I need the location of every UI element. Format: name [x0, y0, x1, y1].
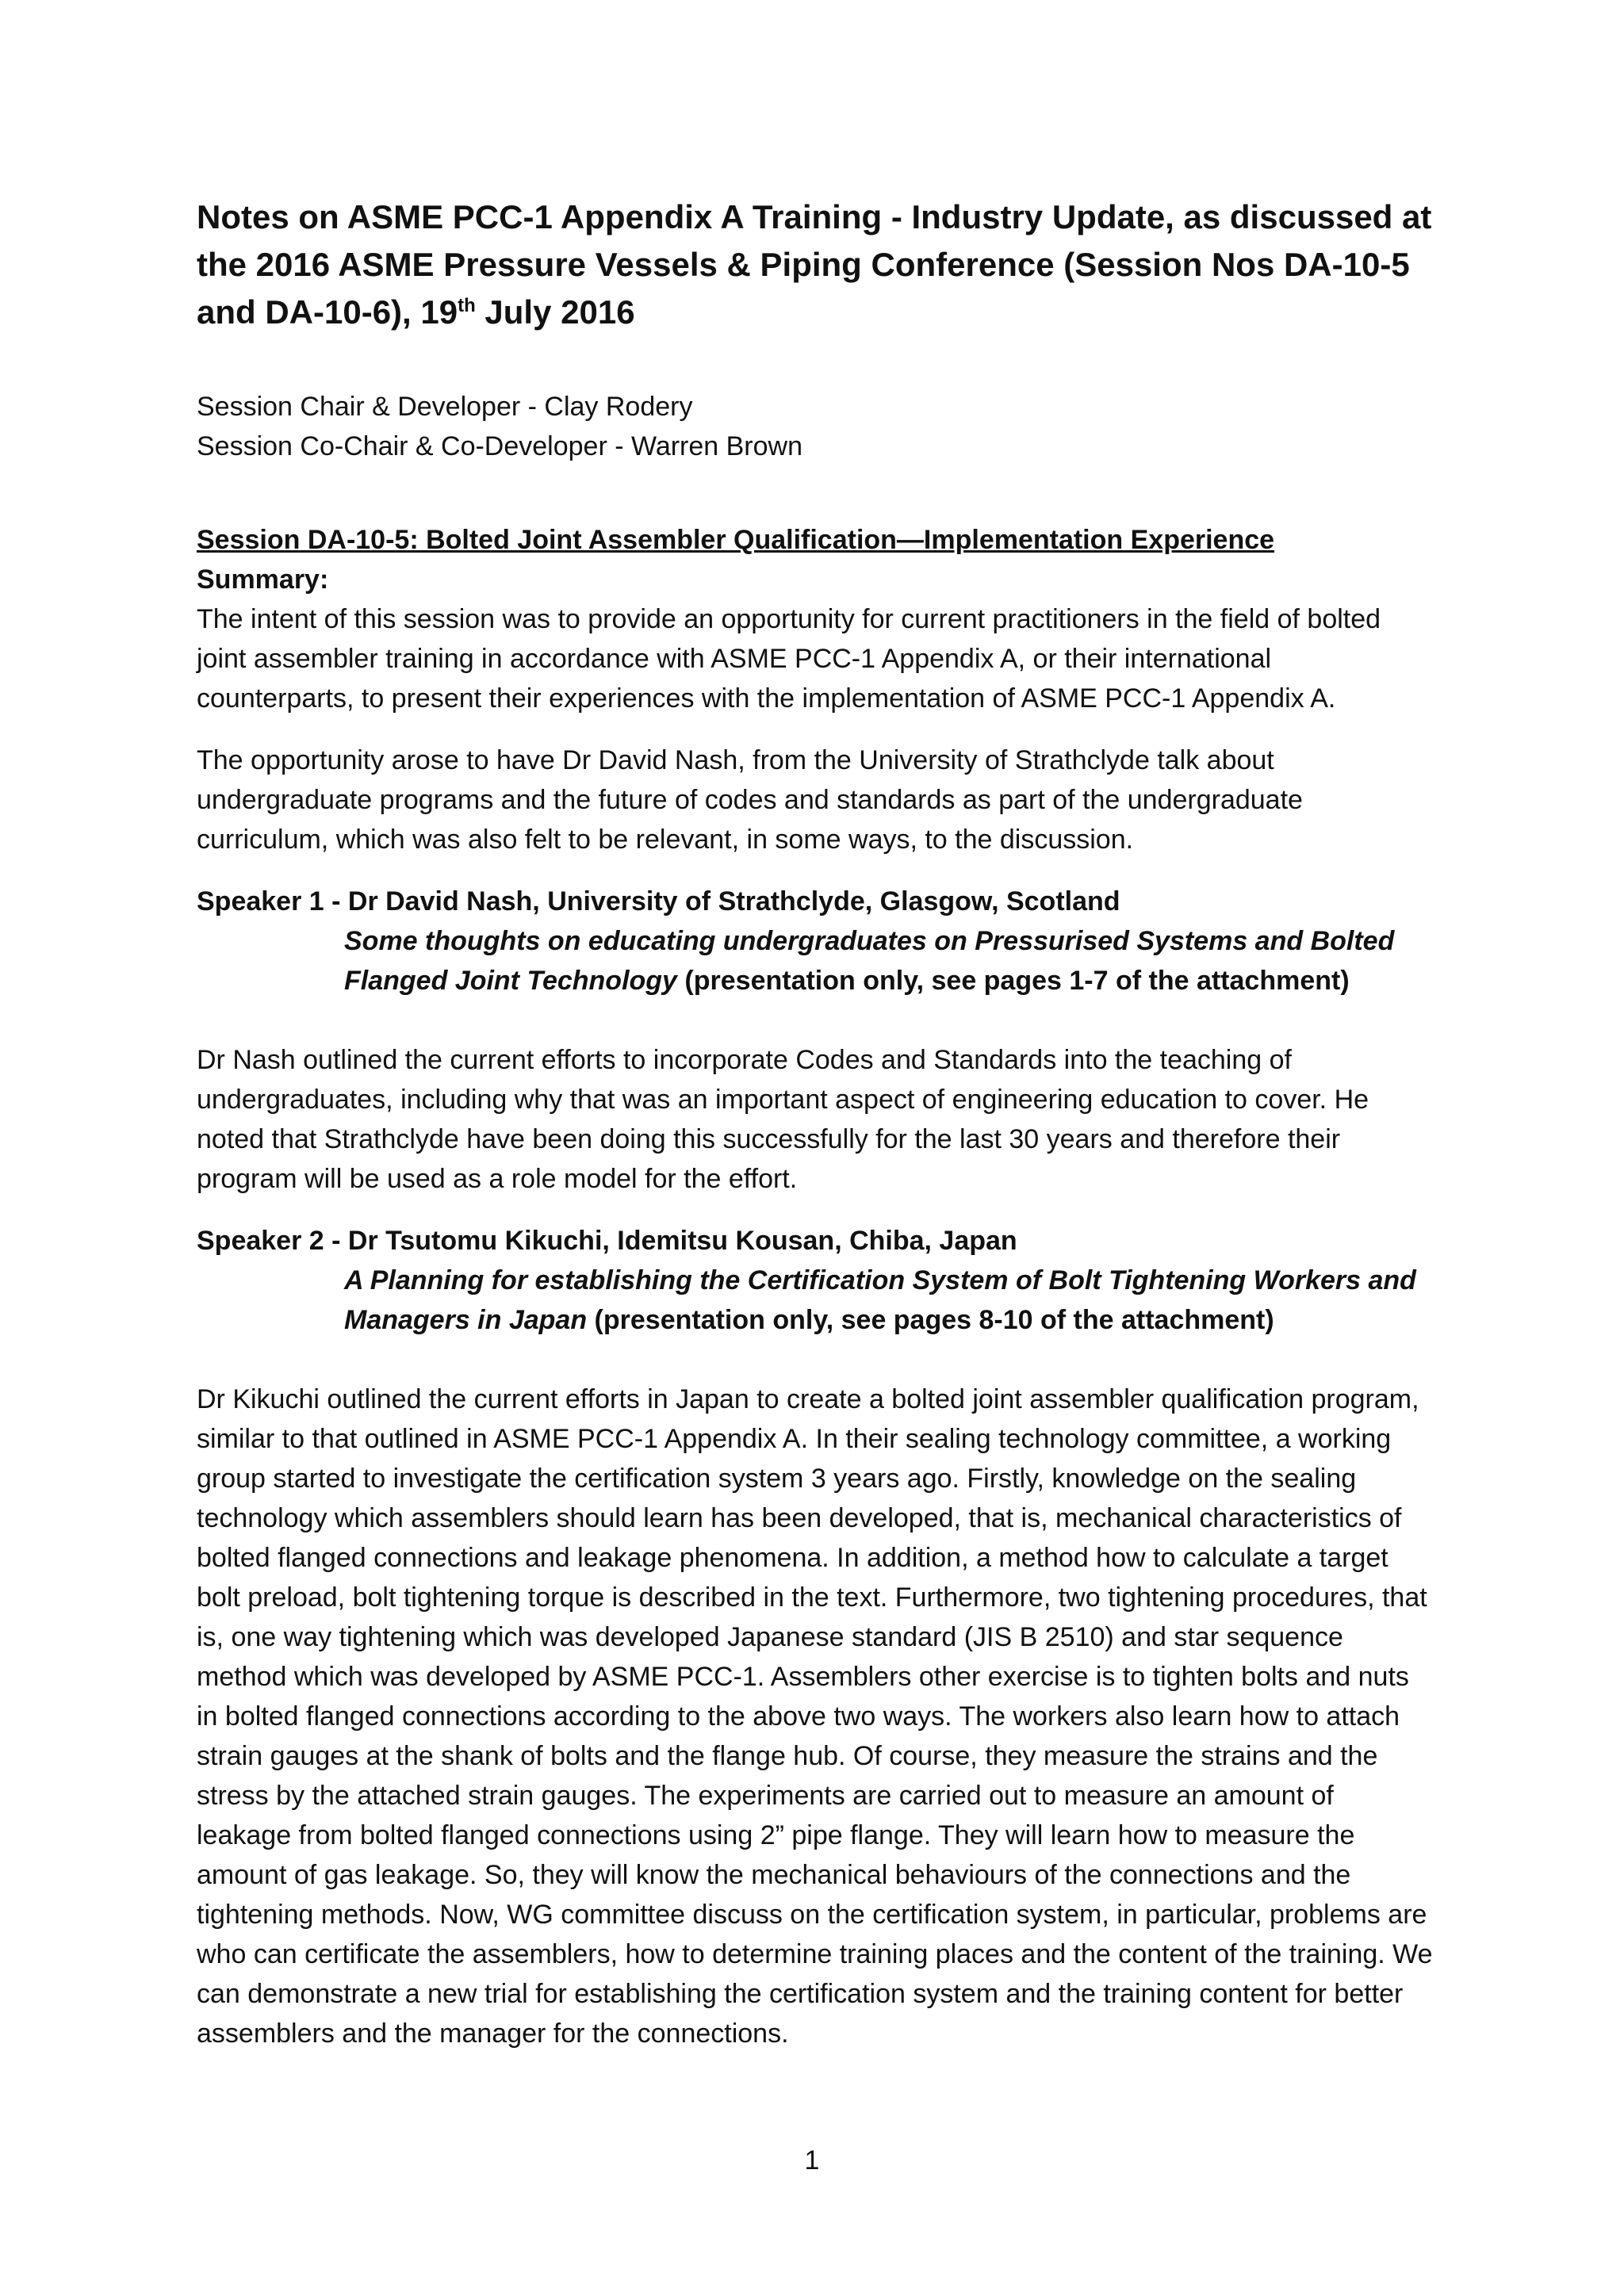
speaker-1-talk-title: Some thoughts on educating undergraduates on Pressurised Systems and Bolted Flanged Joint Technology	[344, 926, 1395, 996]
speaker-1-talk	[197, 921, 1434, 1001]
session-co-chair: Session Co-Chair & Co-Developer - Warren Brown	[197, 431, 803, 461]
speaker-1-label: Speaker 1 -	[197, 886, 348, 916]
speaker-2-label: Speaker 2 -	[197, 1226, 348, 1256]
session-chair: Session Chair & Developer - Clay Rodery	[197, 392, 693, 422]
document-page	[197, 193, 1434, 2053]
speaker-1-name: Dr David Nash, University of Strathclyde, Glasgow, Scotland	[347, 886, 1120, 916]
session-heading: Session DA-10-5: Bolted Joint Assembler Qualification—Implementation Experience	[197, 525, 1275, 555]
speaker-2-talk	[197, 1261, 1434, 1340]
document-title	[197, 193, 1434, 336]
title-superscript: th	[458, 295, 476, 316]
speaker-1	[197, 882, 1434, 1001]
speaker-1-note: (presentation only, see pages 1-7 of the attachment)	[676, 966, 1350, 996]
summary-label: Summary:	[197, 564, 329, 595]
session-chairs	[197, 387, 1434, 466]
summary-paragraph-2: The opportunity arose to have Dr David Nash, from the University of Strathclyde talk about undergraduate programs and the future of codes and standards as part of the undergraduate curriculum, which was also felt to be relevant, in some ways, to the discussion.	[197, 745, 1303, 855]
summary-paragraph-1: The intent of this session was to provide an opportunity for current practitioners in the field of bolted joint assembler training in accordance with ASME PCC-1 Appendix A, or their international counterparts, to present their experiences with the implementation of ASME PCC-1 Appendix A.	[197, 604, 1381, 714]
speaker-2-name: Dr Tsutomu Kikuchi, Idemitsu Kousan, Chiba, Japan	[347, 1226, 1017, 1256]
title-text-end: July 2016	[475, 293, 635, 331]
page-number: 1	[804, 2145, 820, 2175]
title-text: Notes on ASME PCC-1 Appendix A Training - Industry Update, as discussed at the 2016 ASME Pressure Vessels & Piping Conference (Session Nos DA-10-5 and DA-10-6), 19	[197, 198, 1432, 331]
speaker-2-body: Dr Kikuchi outlined the current efforts in Japan to create a bolted joint assembler qualification program, similar to that outlined in ASME PCC-1 Appendix A. In their sealing technology committee, a working group started to investigate the certification system 3 years ago. Firstly, knowledge on the sealing technology which assemblers should learn has been developed, that is, mechanical characteristics of bolted flanged connections and leakage phenomena. In addition, a method how to calculate a target bolt preload, bolt tightening torque is described in the text. Furthermore, two tightening procedures, that is, one way tightening which was developed Japanese standard (JIS B 2510) and star sequence method which was developed by ASME PCC-1. Assemblers other exercise is to tighten bolts and nuts in bolted flanged connections according to the above two ways. The workers also learn how to attach strain gauges at the shank of bolts and the flange hub. Of course, they measure the strains and the stress by the attached strain gauges. The experiments are carried out to measure an amount of leakage from bolted flanged connections using 2” pipe flange. They will learn how to measure the amount of gas leakage. So, they will know the mechanical behaviours of the connections and the tightening methods. Now, WG committee discuss on the certification system, in particular, problems are who can certificate the assemblers, how to determine training places and the content of the training. We can demonstrate a new trial for establishing the certification system and the training content for better assemblers and the manager for the connections.	[197, 1384, 1433, 2049]
speaker-2	[197, 1221, 1434, 1340]
speaker-1-body: Dr Nash outlined the current efforts to incorporate Codes and Standards into the teaching of undergraduates, including why that was an important aspect of engineering education to cover. He noted that Strathclyde have been doing this successfully for the last 30 years and therefore their program will be used as a role model for the effort.	[197, 1045, 1369, 1194]
speaker-2-talk-title: A Planning for establishing the Certification System of Bolt Tightening Workers and Managers in Japan	[344, 1265, 1416, 1335]
speaker-2-note: (presentation only, see pages 8-10 of the attachment)	[587, 1305, 1274, 1335]
